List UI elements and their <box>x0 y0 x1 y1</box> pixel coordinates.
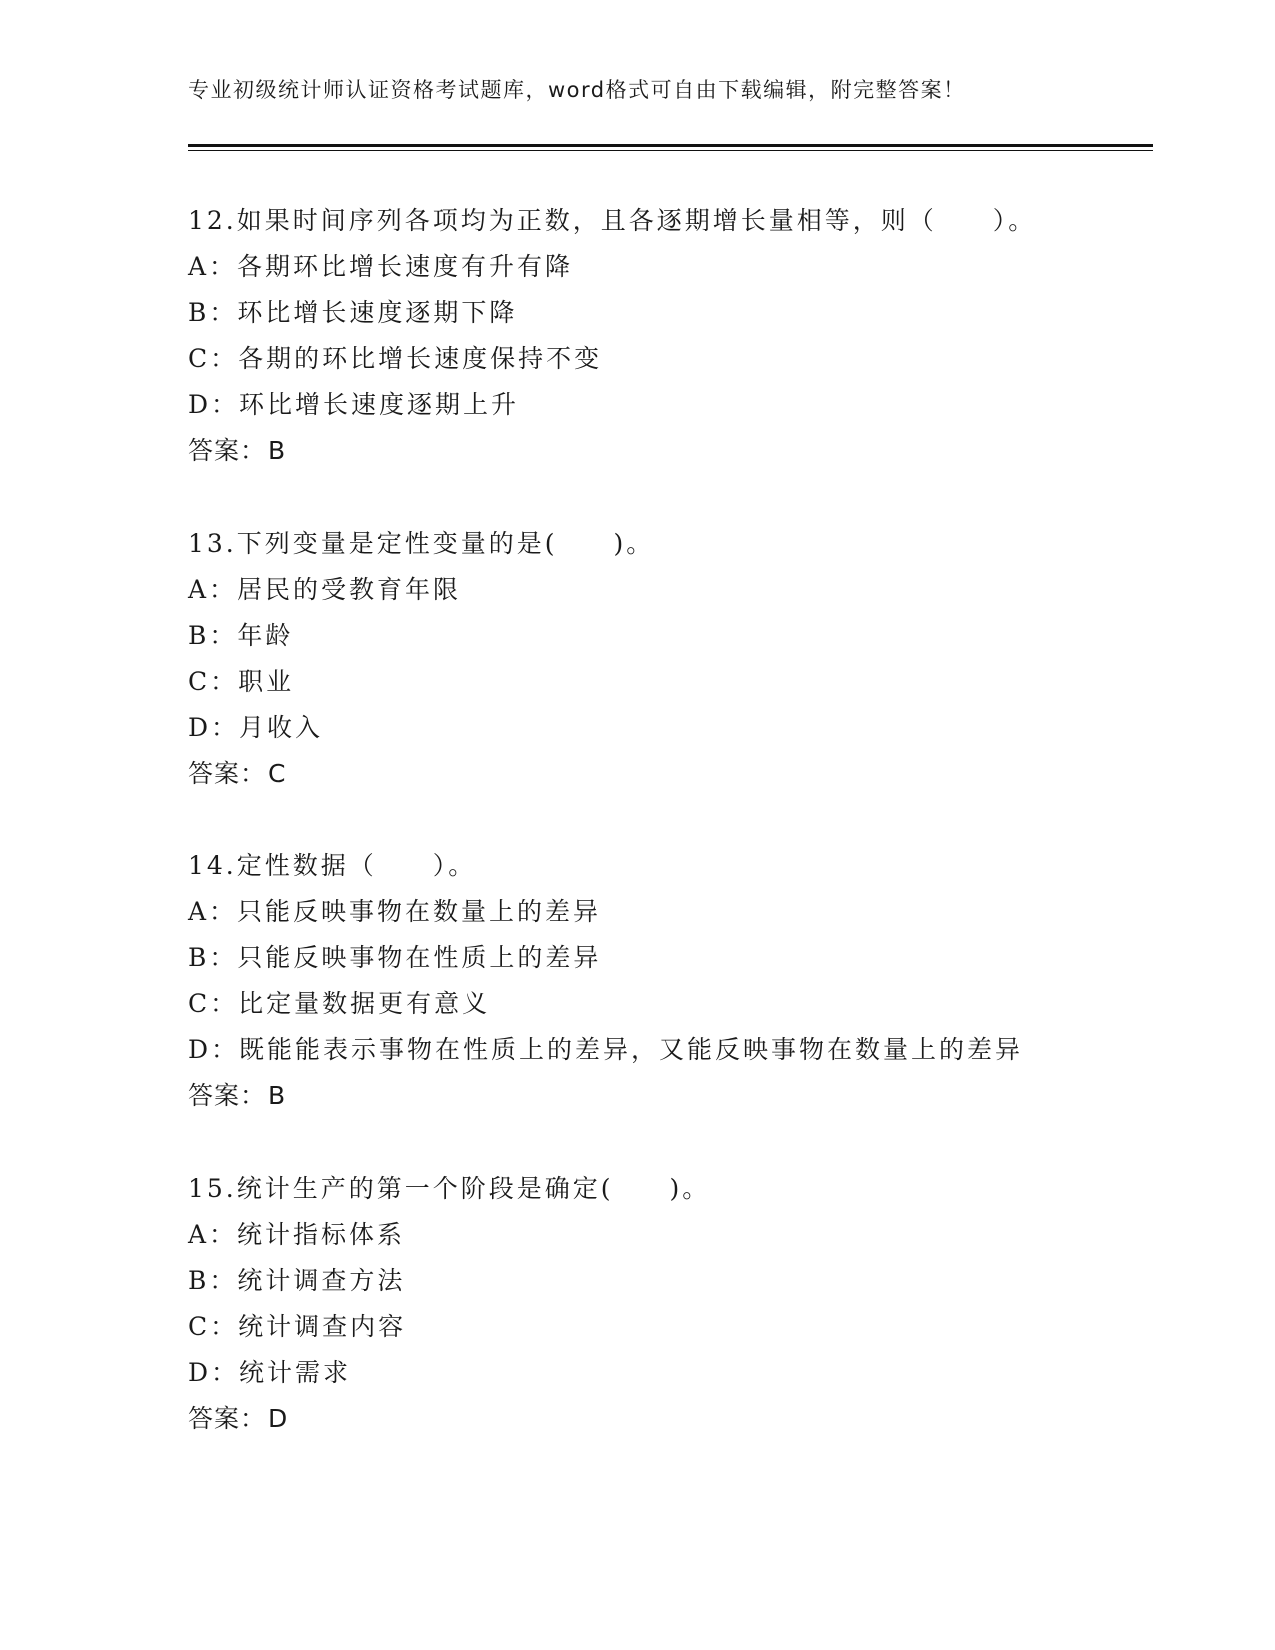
answer-label: 答案： <box>188 1404 267 1433</box>
question-stem: 13.下列变量是定性变量的是( )。 <box>188 529 655 558</box>
question-15 <box>188 1166 1148 1442</box>
answer-value: B <box>268 1081 287 1110</box>
option-b: B：只能反映事物在性质上的差异 <box>188 943 602 972</box>
question-stem: 15.统计生产的第一个阶段是确定( )。 <box>188 1174 711 1203</box>
question-stem: 14.定性数据（ ）。 <box>188 851 477 880</box>
option-c: C：比定量数据更有意义 <box>188 989 491 1018</box>
question-12 <box>188 198 1148 474</box>
option-b: B：年龄 <box>188 621 294 650</box>
answer-line <box>188 1073 1148 1119</box>
option-b: B：统计调查方法 <box>188 1266 406 1295</box>
question-14 <box>188 843 1148 1119</box>
answer-label: 答案： <box>188 759 267 788</box>
header-rule-thin <box>188 150 1153 151</box>
option-a: A：各期环比增长速度有升有降 <box>188 252 574 281</box>
option-d: D：月收入 <box>188 713 324 742</box>
question-stem: 12.如果时间序列各项均为正数，且各逐期增长量相等，则（ ）。 <box>188 206 1037 235</box>
answer-line <box>188 1396 1148 1442</box>
option-a: A：居民的受教育年限 <box>188 575 462 604</box>
question-13 <box>188 521 1148 797</box>
answer-line <box>188 751 1148 797</box>
option-b: B：环比增长速度逐期下降 <box>188 298 518 327</box>
option-d: D：环比增长速度逐期上升 <box>188 390 520 419</box>
option-d: D：统计需求 <box>188 1358 352 1387</box>
answer-label: 答案： <box>188 436 267 465</box>
answer-value: B <box>268 436 287 465</box>
option-a: A：统计指标体系 <box>188 1220 406 1249</box>
option-a: A：只能反映事物在数量上的差异 <box>188 897 602 926</box>
option-d: D：既能能表示事物在性质上的差异，又能反映事物在数量上的差异 <box>188 1035 1024 1064</box>
page-header: 专业初级统计师认证资格考试题库，word格式可自由下载编辑，附完整答案！ <box>188 78 966 102</box>
option-c: C：各期的环比增长速度保持不变 <box>188 344 603 373</box>
option-c: C：职业 <box>188 667 295 696</box>
header-rule-thick <box>188 144 1153 147</box>
answer-label: 答案： <box>188 1081 267 1110</box>
answer-value: D <box>268 1404 289 1433</box>
option-c: C：统计调查内容 <box>188 1312 407 1341</box>
answer-value: C <box>268 759 287 788</box>
answer-line <box>188 428 1148 474</box>
